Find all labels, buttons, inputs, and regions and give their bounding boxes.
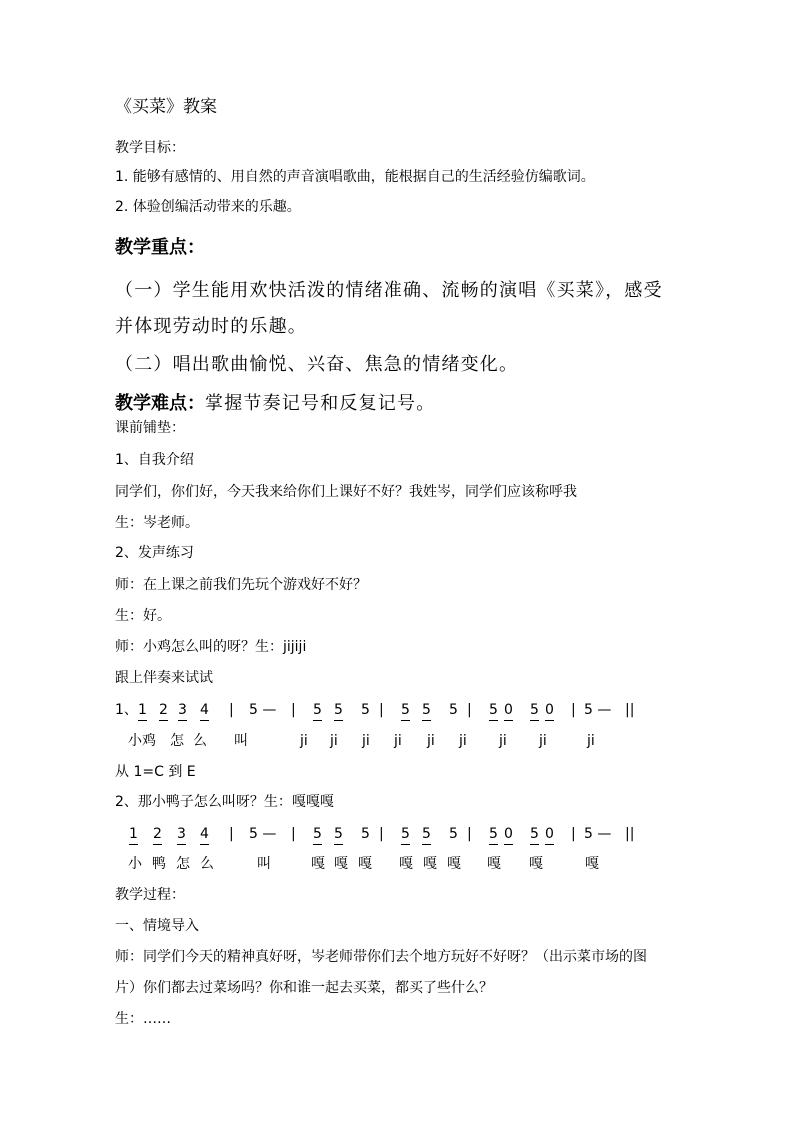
end-bar-line: || bbox=[625, 826, 635, 842]
difficulty-heading: 教学难点： bbox=[115, 393, 205, 414]
lyric-syllable: 嘎 bbox=[311, 856, 325, 872]
lyric-syllable: ji bbox=[499, 733, 507, 749]
note: 2 bbox=[159, 701, 168, 721]
note: 1 bbox=[138, 701, 147, 721]
note: 5 bbox=[334, 825, 343, 845]
lyrics-row-1 bbox=[0, 732, 794, 752]
bar-line: | bbox=[229, 826, 234, 842]
note: 5 bbox=[489, 701, 498, 721]
notation-row-1 bbox=[0, 701, 794, 721]
note: 5 bbox=[489, 825, 498, 845]
lyric-word: 么 bbox=[193, 733, 207, 749]
prep-item-1: 1、自我介绍 bbox=[115, 452, 194, 468]
note: 5 bbox=[530, 825, 539, 845]
lyric-syllable: 嘎 bbox=[447, 856, 461, 872]
lyric-syllable: 嘎 bbox=[334, 856, 348, 872]
lyric-syllable: 嘎 bbox=[358, 856, 372, 872]
lyric-word: 么 bbox=[200, 856, 214, 872]
measure-note: 5 — bbox=[249, 702, 277, 718]
lyric-syllable: ji bbox=[362, 733, 370, 749]
note: 5 bbox=[313, 825, 322, 845]
key-point-1a: （一）学生能用欢快活泼的情绪准确、流畅的演唱《买菜》，感受 bbox=[115, 280, 663, 301]
note: 0 bbox=[504, 825, 513, 845]
key-change-line: 从 1=C 到 E bbox=[115, 764, 196, 780]
note: 1 bbox=[129, 825, 138, 845]
end-bar-line: || bbox=[625, 702, 635, 718]
lyric-syllable: 嘎 bbox=[423, 856, 437, 872]
note: 5 bbox=[401, 701, 410, 721]
lyric-syllable: ji bbox=[300, 733, 308, 749]
lyric-syllable: 嘎 bbox=[487, 856, 501, 872]
note: 5 bbox=[361, 702, 370, 718]
note: 4 bbox=[200, 701, 209, 721]
key-points-heading: 教学重点： bbox=[115, 237, 205, 258]
lyric-syllable: 嘎 bbox=[399, 856, 413, 872]
prep-2-student-line: 生：好。 bbox=[115, 608, 171, 624]
lyrics-row-2 bbox=[0, 855, 794, 875]
duck-question-line: 2、那小鸭子怎么叫呀？生：嘎嘎嘎 bbox=[115, 794, 334, 810]
prep-2-follow-line: 跟上伴奏来试试 bbox=[115, 670, 213, 686]
note: 3 bbox=[177, 825, 186, 845]
bar-line: | bbox=[379, 702, 384, 718]
note: 5 bbox=[530, 701, 539, 721]
key-point-2: （二）唱出歌曲愉悦、兴奋、焦急的情绪变化。 bbox=[115, 354, 519, 375]
note: 5 bbox=[334, 701, 343, 721]
note: 5 bbox=[313, 701, 322, 721]
lyric-word: 叫 bbox=[257, 856, 271, 872]
note: 5 bbox=[422, 701, 431, 721]
document-title: 《买菜》教案 bbox=[115, 97, 217, 117]
note: 4 bbox=[200, 825, 209, 845]
bar-line: | bbox=[467, 826, 472, 842]
lyric-syllable: ji bbox=[330, 733, 338, 749]
notation-prefix: 1、 bbox=[115, 702, 138, 718]
bar-line: | bbox=[571, 702, 576, 718]
measure-note: 5 — bbox=[584, 702, 612, 718]
note: 5 bbox=[401, 825, 410, 845]
process-item-1: 一、情境导入 bbox=[115, 918, 199, 934]
prep-1-student-line: 生：岑老师。 bbox=[115, 515, 199, 531]
note: 2 bbox=[153, 825, 162, 845]
note: 5 bbox=[361, 826, 370, 842]
difficulty-line bbox=[115, 392, 435, 416]
note: 0 bbox=[545, 825, 554, 845]
note: 0 bbox=[504, 701, 513, 721]
lyric-syllable: ji bbox=[459, 733, 467, 749]
lyric-syllable: 嘎 bbox=[529, 856, 543, 872]
bar-line: | bbox=[379, 826, 384, 842]
notation-row-2 bbox=[0, 825, 794, 845]
bar-line: | bbox=[467, 702, 472, 718]
bar-line: | bbox=[291, 702, 296, 718]
prep-1-teacher-line: 同学们，你们好，今天我来给你们上课好不好？我姓岑，同学们应该称呼我 bbox=[115, 484, 577, 500]
prep-2-chick-line: 师：小鸡怎么叫的呀？生：jijiji bbox=[115, 639, 307, 655]
process-1-teacher-line-a: 师：同学们今天的精神真好呀，岑老师带你们去个地方玩好不好呀？（出示菜市场的图 bbox=[115, 949, 647, 965]
process-label: 教学过程： bbox=[115, 887, 185, 903]
lyric-word: 怎 bbox=[170, 733, 184, 749]
lyric-syllable: 嘎 bbox=[585, 856, 599, 872]
bar-line: | bbox=[229, 702, 234, 718]
lyric-word: 叫 bbox=[234, 733, 248, 749]
key-point-1b: 并体现劳动时的乐趣。 bbox=[115, 316, 307, 337]
prep-item-2: 2、发声练习 bbox=[115, 545, 194, 561]
lyric-syllable: ji bbox=[394, 733, 402, 749]
bar-line: | bbox=[291, 826, 296, 842]
lyric-word: 小 bbox=[128, 856, 142, 872]
lyric-syllable: ji bbox=[427, 733, 435, 749]
lyric-syllable: ji bbox=[539, 733, 547, 749]
lyric-syllable: ji bbox=[587, 733, 595, 749]
bar-line: | bbox=[571, 826, 576, 842]
process-1-teacher-line-b: 片）你们都去过菜场吗？你和谁一起去买菜，都买了些什么？ bbox=[115, 980, 493, 996]
objective-2: 2. 体验创编活动带来的乐趣。 bbox=[115, 199, 301, 215]
note: 5 bbox=[422, 825, 431, 845]
prep-2-teacher-line: 师：在上课之前我们先玩个游戏好不好？ bbox=[115, 577, 367, 593]
lyric-word: 小鸡 bbox=[128, 733, 156, 749]
lyric-word: 怎 bbox=[176, 856, 190, 872]
prep-label: 课前铺垫： bbox=[115, 420, 185, 436]
note: 3 bbox=[178, 701, 187, 721]
process-1-student-line: 生：…… bbox=[115, 1011, 171, 1027]
measure-note: 5 — bbox=[249, 826, 277, 842]
difficulty-text: 掌握节奏记号和反复记号。 bbox=[205, 393, 436, 414]
note: 5 bbox=[449, 826, 458, 842]
lyric-word: 鸭 bbox=[152, 856, 166, 872]
note: 5 bbox=[449, 702, 458, 718]
objective-1: 1. 能够有感情的、用自然的声音演唱歌曲，能根据自己的生活经验仿编歌词。 bbox=[115, 169, 595, 185]
measure-note: 5 — bbox=[584, 826, 612, 842]
note: 0 bbox=[545, 701, 554, 721]
objectives-label: 教学目标： bbox=[115, 140, 185, 156]
